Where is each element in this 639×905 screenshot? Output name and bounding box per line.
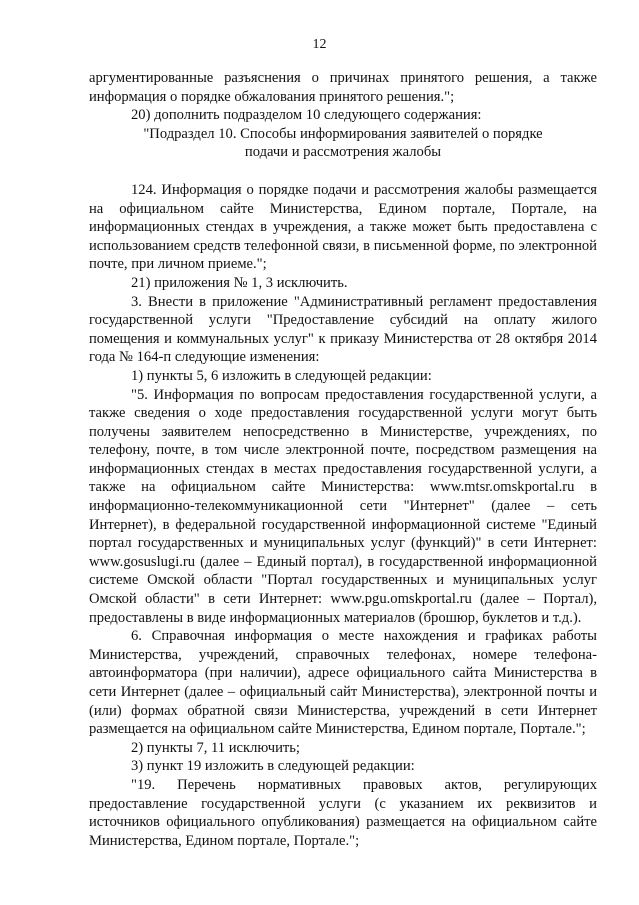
paragraph-continuation: аргументированные разъяснения о причинах принятого решения, а также информация о порядке обжалования принятого решения."; — [89, 70, 597, 105]
paragraph-point-5: "5. Информация по вопросам предоставления государственной услуги, а также сведения о ходе предоставления государственной услуги могут быть получены заявителем непосредственно в Министерстве, учреждениях, по телефону, почте, в том числе электронной почте, посредством размещения на информационных стендах в местах предоставления государственной услуги, а также на официальном сайте Министерства: www.mtsr.omskportal.ru в информационно-телекоммуникационной сети "Интернет" (далее – сеть Интернет), в федеральной государственной информационной системе "Единый портал государственных и муниципальных услуг (функций)" в сети Интернет: www.gosuslugi.ru (далее – Единый портал), в государственной информационной системе Омской области "Портал государственных и муниципальных услуг Омской области" в сети Интернет: www.pgu.omskportal.ru (далее – Портал), предоставлены в виде информационных материалов (брошюр, буклетов и т.д.). — [89, 386, 597, 626]
paragraph-subitem-2: 2) пункты 7, 11 исключить; — [131, 739, 300, 756]
document-body — [89, 69, 597, 850]
subsection-10-heading: "Подраздел 10. Способы информирования заявителей о порядке подачи и рассмотрения жалобы — [143, 125, 543, 161]
paragraph-point-19: "19. Перечень нормативных правовых актов, регулирующих предоставление государственной услуги (с указанием их реквизитов и источников официального опубликования) размещается на официальном сайте Министерства, Едином портале, Портале."; — [89, 776, 597, 849]
paragraph-item-21: 21) приложения № 1, 3 исключить. — [131, 274, 348, 291]
page-number: 12 — [312, 37, 327, 52]
paragraph-section-3: 3. Внести в приложение "Административный регламент предоставления государственной услуги "Предоставление субсидий на оплату жилого помещения и коммунальных услуг" к приказу Министерства от 28 октября 2014 года № 164-п следующие изменения: — [89, 293, 597, 366]
paragraph-item-20: 20) дополнить подразделом 10 следующего содержания: — [131, 107, 482, 124]
paragraph-point-6: 6. Справочная информация о месте нахождения и графиках работы Министерства, учреждений, справочных телефонах, номере телефона-автоинформатора (при наличии), адресе официального сайта Министерства в сети Интернет (далее – официальный сайт Министерства), электронной почты и (или) формах обратной связи Министерства, учреждений в сети Интернет размещается на официальном сайте Министерства, Едином портале, Портале."; — [89, 628, 597, 738]
paragraph-subitem-1: 1) пункты 5, 6 изложить в следующей редакции: — [131, 367, 432, 384]
paragraph-124: 124. Информация о порядке подачи и рассмотрения жалобы размещается на официальном сайте Министерства, Едином портале, Портале, на информационных стендах в учреждения, а также может быть предоставлена с использованием средств телефонной связи, в письменной форме, по электронной почте, при личном приеме."; — [89, 181, 597, 273]
paragraph-subitem-3: 3) пункт 19 изложить в следующей редакции: — [131, 758, 415, 775]
